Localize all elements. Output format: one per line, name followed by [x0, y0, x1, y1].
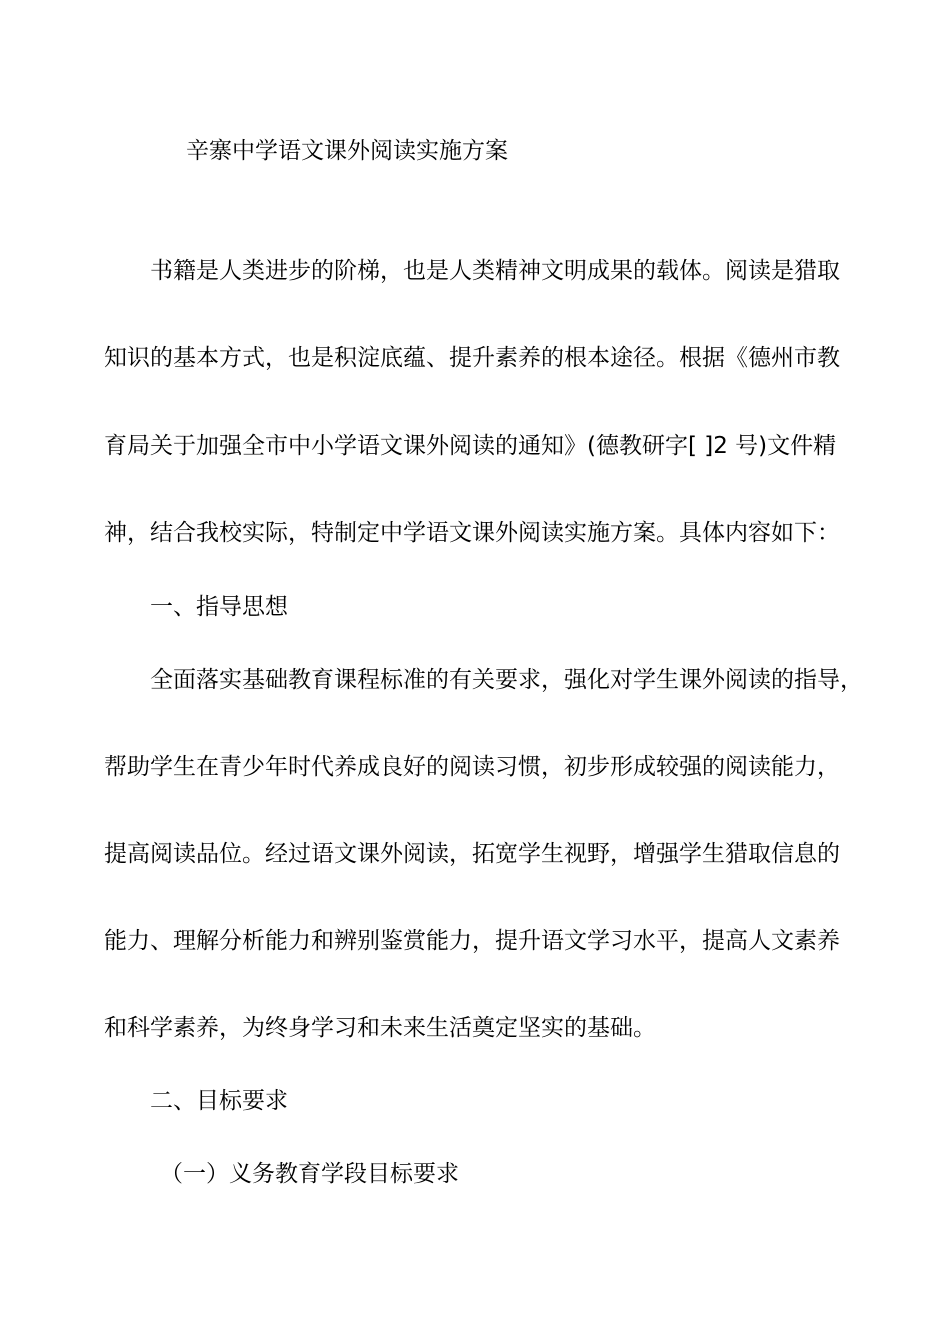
intro-line: 书籍是人类进步的阶梯，也是人类精神文明成果的载体。阅读是猎取 [150, 258, 840, 284]
section1-line: 能力、理解分析能力和辨别鉴赏能力，提升语文学习水平，提高人文素养 [104, 928, 840, 954]
intro-line: 育局关于加强全市中小学语文课外阅读的通知》(德教研字[ ]2 号)文件精 [104, 433, 837, 459]
section1-line: 全面落实基础教育课程标准的有关要求，强化对学生课外阅读的指导， [150, 667, 863, 693]
document-title: 辛寨中学语文课外阅读实施方案 [186, 138, 508, 164]
section1-line: 和科学素养，为终身学习和未来生活奠定坚实的基础。 [104, 1015, 656, 1041]
subsection-heading-compulsory-education: （一）义务教育学段目标要求 [160, 1161, 459, 1187]
section1-line: 帮助学生在青少年时代养成良好的阅读习惯，初步形成较强的阅读能力， [104, 754, 840, 780]
section-heading-goals: 二、目标要求 [150, 1088, 288, 1114]
section-heading-guiding-ideology: 一、指导思想 [150, 594, 288, 620]
intro-line: 知识的基本方式，也是积淀底蕴、提升素养的根本途径。根据《德州市教 [104, 345, 840, 371]
intro-line: 神，结合我校实际，特制定中学语文课外阅读实施方案。具体内容如下： [104, 520, 840, 546]
section1-line: 提高阅读品位。经过语文课外阅读，拓宽学生视野，增强学生猎取信息的 [104, 841, 840, 867]
